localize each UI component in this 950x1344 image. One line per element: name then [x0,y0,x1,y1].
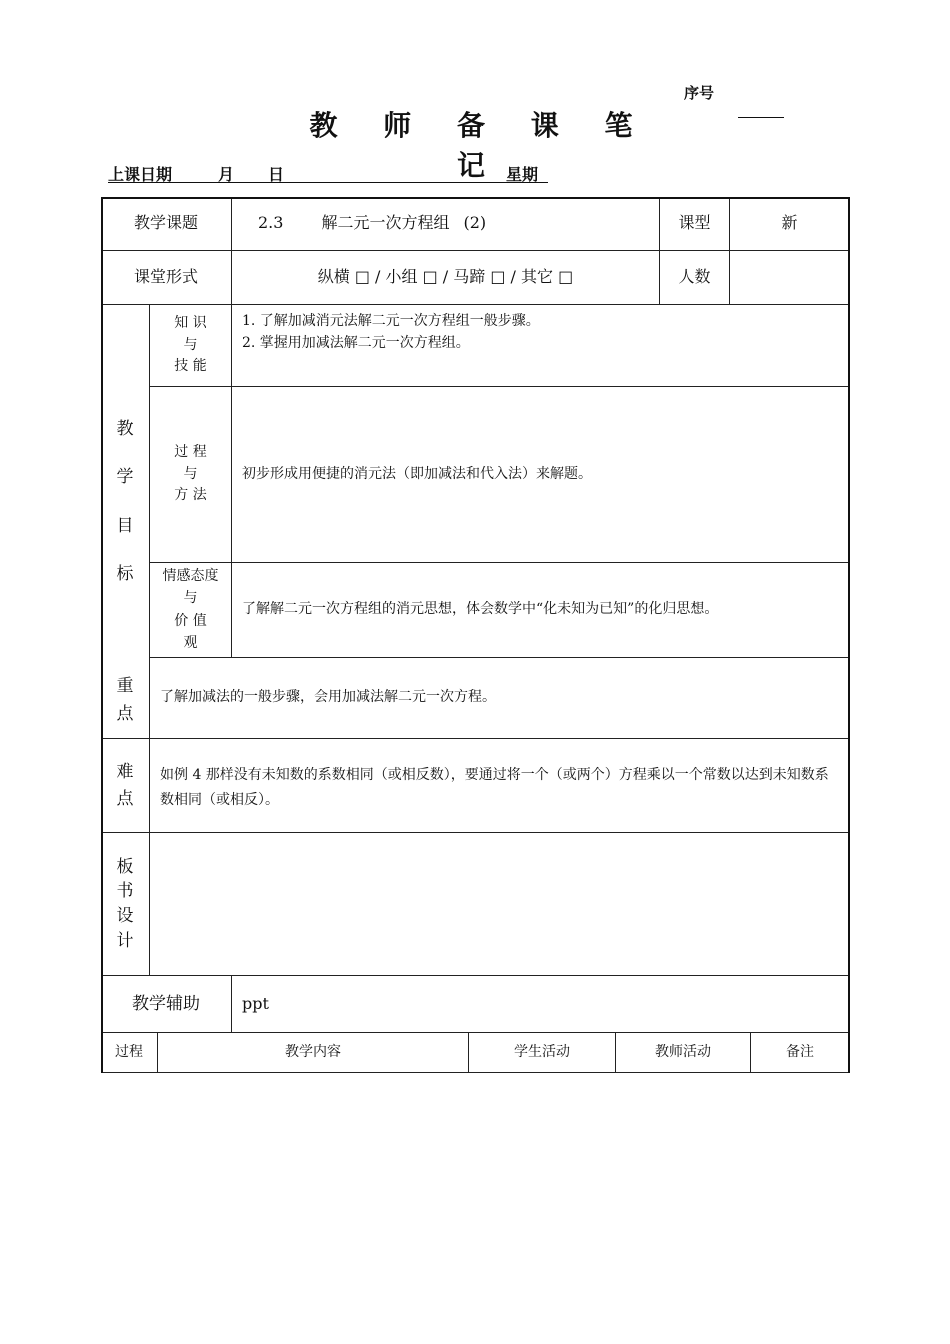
process-column-header: 过程 [101,1033,158,1073]
board-char: 计 [116,930,134,951]
date-label: 上课日期 [108,165,173,184]
key-point-label [117,673,134,728]
knowledge-skills-label [150,305,232,387]
key-point-char: 重 [116,676,134,696]
day-label: 日 [268,165,285,184]
topic-title: 解二元一次方程组 [321,213,450,233]
lesson-plan-table [101,197,850,1073]
topic-number: 2.3 [258,213,284,233]
label-line: 过 程 [174,443,207,460]
objectives-char: 标 [116,563,134,584]
month-label: 月 [218,165,235,184]
content-column-header: 教学内容 [158,1033,469,1073]
student-count-value[interactable] [730,251,850,305]
label-line: 观 [183,635,198,652]
difficulty-content: 如例 4 那样没有未知数的系数相同（或相反数），要通过将一个（或两个）方程乘以一个常数以达到未知数系数相同（或相反）。 [150,739,850,833]
board-char: 设 [116,906,134,926]
type-label: 课型 [660,197,730,251]
process-methods-content: 初步形成用便捷的消元法（即加减法和代入法）来解题。 [232,387,850,563]
knowledge-skills-content [232,305,850,387]
teaching-aids-label: 教学辅助 [101,976,232,1033]
objective-item: 1. 了解加减消元法解二元一次方程组一般步骤。 [242,313,540,329]
board-design-content[interactable] [150,833,850,976]
objective-item: 2. 掌握用加减法解二元一次方程组。 [242,334,470,351]
page-title: 教 师 备 课 笔 记 [309,109,651,182]
teaching-aids-value: ppt [232,976,850,1033]
label-line: 技 能 [174,358,207,375]
topic-label: 教学课题 [101,197,232,251]
student-activity-column-header: 学生活动 [469,1033,616,1073]
label-line: 与 [183,465,198,482]
objectives-char: 教 [116,418,134,439]
type-value: 新 [730,197,850,251]
weekday-label: 星期 [506,165,539,184]
topic-value [232,197,660,251]
serial-number-label: 序号 [684,84,715,102]
serial-number-blank [738,117,784,118]
notes-column-header: 备注 [751,1033,850,1073]
difficulty-char: 难 [116,762,134,783]
label-line: 方 法 [174,487,207,504]
attitude-values-label [150,563,232,658]
label-line: 价 值 [174,612,207,629]
teacher-activity-column-header: 教师活动 [616,1033,751,1073]
date-line [108,162,548,183]
key-point-content: 了解加减法的一般步骤，会用加减法解二元一次方程。 [150,658,850,739]
objectives-char: 目 [116,515,134,536]
label-line: 知 识 [174,314,207,331]
label-line: 与 [183,336,198,353]
board-char: 板 [116,856,134,877]
student-count-label: 人数 [660,251,730,305]
label-line: 与 [183,590,198,607]
objectives-char: 学 [116,467,134,488]
attitude-values-content: 了解解二元一次方程组的消元思想，体会数学中“化未知为已知”的化归思想。 [232,563,850,658]
board-char: 书 [116,881,134,902]
process-methods-label [150,387,232,563]
label-line: 情感态度 [162,568,219,584]
difficulty-char: 点 [116,788,134,809]
board-design-label [101,833,150,976]
key-point-char: 点 [116,704,134,725]
difficulty-label [101,739,150,833]
class-form-options[interactable]: 纵横 □ / 小组 □ / 马蹄 □ / 其它 □ [232,251,660,305]
class-form-label: 课堂形式 [101,251,232,305]
objectives-label [101,305,150,739]
topic-part: (2) [463,213,487,233]
